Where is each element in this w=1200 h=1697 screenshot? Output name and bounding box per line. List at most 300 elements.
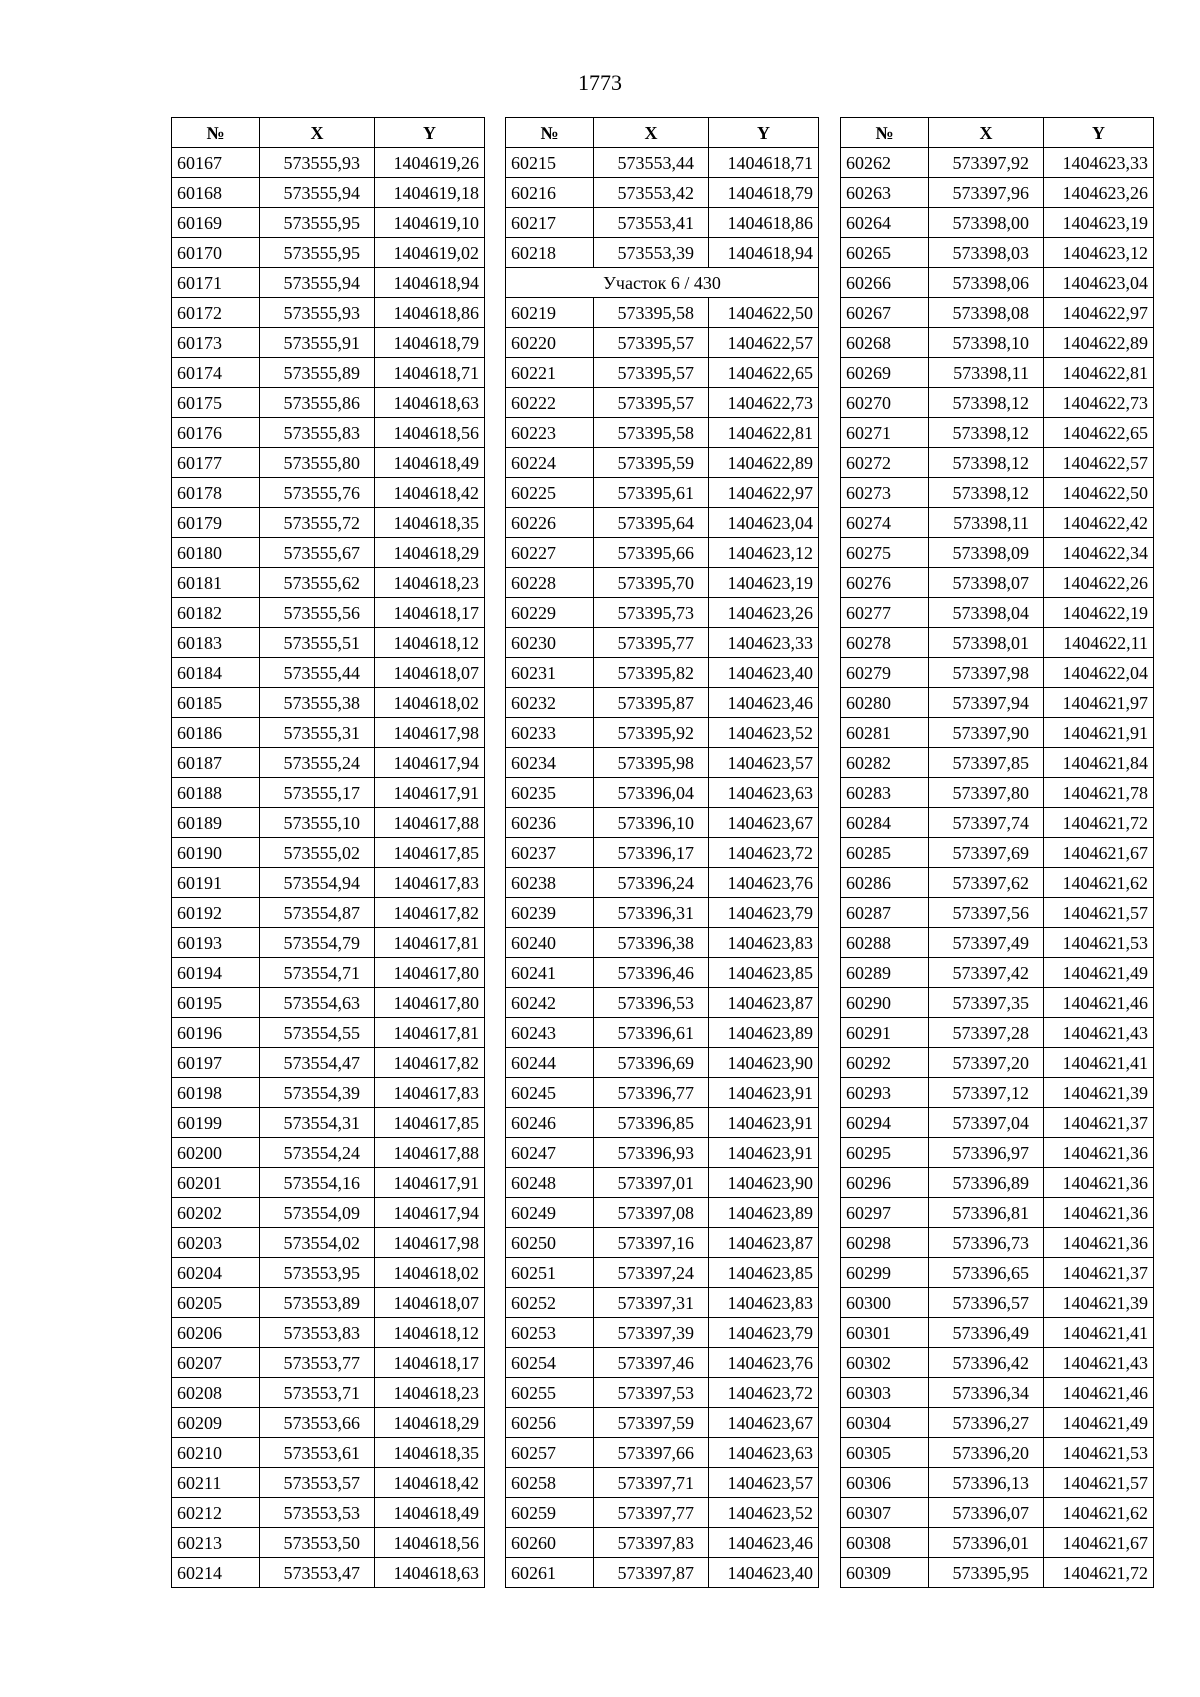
y-coordinate: 1404623,67 xyxy=(709,808,819,838)
point-number: 60255 xyxy=(506,1378,594,1408)
x-coordinate: 573396,31 xyxy=(594,898,709,928)
table-row xyxy=(506,1438,819,1468)
table-row xyxy=(172,178,485,208)
y-coordinate: 1404618,02 xyxy=(375,1258,485,1288)
y-coordinate: 1404623,57 xyxy=(709,748,819,778)
x-coordinate: 573397,59 xyxy=(594,1408,709,1438)
point-number: 60244 xyxy=(506,1048,594,1078)
y-coordinate: 1404618,07 xyxy=(375,1288,485,1318)
y-coordinate: 1404622,34 xyxy=(1044,538,1154,568)
table-row xyxy=(172,388,485,418)
y-coordinate: 1404618,71 xyxy=(375,358,485,388)
y-coordinate: 1404623,63 xyxy=(709,1438,819,1468)
point-number: 60306 xyxy=(841,1468,929,1498)
table-row xyxy=(172,958,485,988)
y-coordinate: 1404621,72 xyxy=(1044,1558,1154,1588)
table-row xyxy=(506,1498,819,1528)
table-row xyxy=(506,388,819,418)
table-row xyxy=(506,148,819,178)
x-coordinate: 573396,85 xyxy=(594,1108,709,1138)
y-coordinate: 1404619,26 xyxy=(375,148,485,178)
y-coordinate: 1404621,36 xyxy=(1044,1198,1154,1228)
y-coordinate: 1404621,46 xyxy=(1044,988,1154,1018)
x-coordinate: 573397,04 xyxy=(929,1108,1044,1138)
y-coordinate: 1404621,43 xyxy=(1044,1348,1154,1378)
point-number: 60278 xyxy=(841,628,929,658)
x-coordinate: 573396,65 xyxy=(929,1258,1044,1288)
table-row xyxy=(841,1558,1154,1588)
point-number: 60293 xyxy=(841,1078,929,1108)
x-coordinate: 573395,59 xyxy=(594,448,709,478)
point-number: 60269 xyxy=(841,358,929,388)
y-coordinate: 1404617,98 xyxy=(375,1228,485,1258)
y-coordinate: 1404622,11 xyxy=(1044,628,1154,658)
table-row xyxy=(506,808,819,838)
point-number: 60256 xyxy=(506,1408,594,1438)
point-number: 60292 xyxy=(841,1048,929,1078)
y-coordinate: 1404623,46 xyxy=(709,1528,819,1558)
y-coordinate: 1404617,81 xyxy=(375,1018,485,1048)
y-coordinate: 1404618,07 xyxy=(375,658,485,688)
point-number: 60188 xyxy=(172,778,260,808)
y-coordinate: 1404617,83 xyxy=(375,1078,485,1108)
y-coordinate: 1404622,89 xyxy=(1044,328,1154,358)
x-coordinate: 573397,77 xyxy=(594,1498,709,1528)
table-row xyxy=(841,1528,1154,1558)
point-number: 60204 xyxy=(172,1258,260,1288)
table-row xyxy=(841,1018,1154,1048)
x-coordinate: 573555,83 xyxy=(260,418,375,448)
y-coordinate: 1404617,80 xyxy=(375,988,485,1018)
y-coordinate: 1404623,90 xyxy=(709,1168,819,1198)
table-row xyxy=(506,1048,819,1078)
y-coordinate: 1404618,35 xyxy=(375,508,485,538)
y-coordinate: 1404621,46 xyxy=(1044,1378,1154,1408)
y-coordinate: 1404623,83 xyxy=(709,1288,819,1318)
table-row xyxy=(172,898,485,928)
point-number: 60203 xyxy=(172,1228,260,1258)
point-number: 60252 xyxy=(506,1288,594,1318)
point-number: 60305 xyxy=(841,1438,929,1468)
y-coordinate: 1404622,50 xyxy=(709,298,819,328)
y-coordinate: 1404623,83 xyxy=(709,928,819,958)
y-coordinate: 1404617,80 xyxy=(375,958,485,988)
y-coordinate: 1404621,62 xyxy=(1044,868,1154,898)
table-row xyxy=(841,628,1154,658)
table-row xyxy=(506,1078,819,1108)
point-number: 60279 xyxy=(841,658,929,688)
x-coordinate: 573395,73 xyxy=(594,598,709,628)
table-row xyxy=(841,1468,1154,1498)
table-row xyxy=(841,748,1154,778)
y-coordinate: 1404621,72 xyxy=(1044,808,1154,838)
x-coordinate: 573396,97 xyxy=(929,1138,1044,1168)
table-row xyxy=(506,208,819,238)
x-coordinate: 573396,04 xyxy=(594,778,709,808)
table-row xyxy=(841,328,1154,358)
x-coordinate: 573396,53 xyxy=(594,988,709,1018)
table-row xyxy=(506,748,819,778)
table-row xyxy=(506,1228,819,1258)
x-coordinate: 573397,56 xyxy=(929,898,1044,928)
header-y: Y xyxy=(375,118,485,148)
table-row xyxy=(172,1318,485,1348)
table-row xyxy=(841,1318,1154,1348)
y-coordinate: 1404618,42 xyxy=(375,478,485,508)
x-coordinate: 573396,42 xyxy=(929,1348,1044,1378)
point-number: 60172 xyxy=(172,298,260,328)
x-coordinate: 573397,01 xyxy=(594,1168,709,1198)
table-row xyxy=(506,1468,819,1498)
point-number: 60257 xyxy=(506,1438,594,1468)
table-row xyxy=(841,838,1154,868)
x-coordinate: 573397,28 xyxy=(929,1018,1044,1048)
y-coordinate: 1404623,04 xyxy=(1044,268,1154,298)
x-coordinate: 573555,95 xyxy=(260,238,375,268)
coordinates-table-1 xyxy=(171,117,485,1588)
table-row xyxy=(172,538,485,568)
point-number: 60268 xyxy=(841,328,929,358)
point-number: 60238 xyxy=(506,868,594,898)
y-coordinate: 1404617,81 xyxy=(375,928,485,958)
point-number: 60267 xyxy=(841,298,929,328)
y-coordinate: 1404623,89 xyxy=(709,1198,819,1228)
x-coordinate: 573396,20 xyxy=(929,1438,1044,1468)
table-row xyxy=(506,868,819,898)
y-coordinate: 1404622,97 xyxy=(709,478,819,508)
y-coordinate: 1404618,86 xyxy=(709,208,819,238)
y-coordinate: 1404617,85 xyxy=(375,1108,485,1138)
table-row xyxy=(841,178,1154,208)
y-coordinate: 1404621,36 xyxy=(1044,1138,1154,1168)
y-coordinate: 1404623,40 xyxy=(709,1558,819,1588)
table-row xyxy=(506,598,819,628)
point-number: 60286 xyxy=(841,868,929,898)
table-row xyxy=(841,508,1154,538)
table-row xyxy=(172,808,485,838)
y-coordinate: 1404621,37 xyxy=(1044,1108,1154,1138)
y-coordinate: 1404623,91 xyxy=(709,1078,819,1108)
table-row xyxy=(841,928,1154,958)
x-coordinate: 573553,71 xyxy=(260,1378,375,1408)
header-x: X xyxy=(929,118,1044,148)
point-number: 60270 xyxy=(841,388,929,418)
y-coordinate: 1404618,56 xyxy=(375,1528,485,1558)
point-number: 60272 xyxy=(841,448,929,478)
table-row xyxy=(841,778,1154,808)
point-number: 60221 xyxy=(506,358,594,388)
x-coordinate: 573398,11 xyxy=(929,358,1044,388)
table-row xyxy=(172,1438,485,1468)
point-number: 60225 xyxy=(506,478,594,508)
table-row xyxy=(172,418,485,448)
table-row xyxy=(172,1048,485,1078)
point-number: 60263 xyxy=(841,178,929,208)
point-number: 60235 xyxy=(506,778,594,808)
x-coordinate: 573395,98 xyxy=(594,748,709,778)
point-number: 60169 xyxy=(172,208,260,238)
point-number: 60291 xyxy=(841,1018,929,1048)
table-row xyxy=(841,1378,1154,1408)
point-number: 60242 xyxy=(506,988,594,1018)
point-number: 60253 xyxy=(506,1318,594,1348)
table-row xyxy=(172,1528,485,1558)
table-row xyxy=(506,1108,819,1138)
point-number: 60294 xyxy=(841,1108,929,1138)
x-coordinate: 573398,11 xyxy=(929,508,1044,538)
point-number: 60177 xyxy=(172,448,260,478)
x-coordinate: 573396,46 xyxy=(594,958,709,988)
point-number: 60214 xyxy=(172,1558,260,1588)
y-coordinate: 1404622,57 xyxy=(1044,448,1154,478)
y-coordinate: 1404623,91 xyxy=(709,1108,819,1138)
x-coordinate: 573555,24 xyxy=(260,748,375,778)
point-number: 60295 xyxy=(841,1138,929,1168)
point-number: 60232 xyxy=(506,688,594,718)
y-coordinate: 1404619,10 xyxy=(375,208,485,238)
point-number: 60174 xyxy=(172,358,260,388)
y-coordinate: 1404623,04 xyxy=(709,508,819,538)
x-coordinate: 573396,38 xyxy=(594,928,709,958)
table-row xyxy=(172,148,485,178)
point-number: 60189 xyxy=(172,808,260,838)
point-number: 60254 xyxy=(506,1348,594,1378)
y-coordinate: 1404618,35 xyxy=(375,1438,485,1468)
point-number: 60181 xyxy=(172,568,260,598)
x-coordinate: 573555,56 xyxy=(260,598,375,628)
x-coordinate: 573397,24 xyxy=(594,1258,709,1288)
point-number: 60226 xyxy=(506,508,594,538)
table-row xyxy=(841,598,1154,628)
point-number: 60271 xyxy=(841,418,929,448)
y-coordinate: 1404618,23 xyxy=(375,568,485,598)
x-coordinate: 573555,86 xyxy=(260,388,375,418)
header-number: № xyxy=(841,118,929,148)
table-row xyxy=(841,268,1154,298)
y-coordinate: 1404623,87 xyxy=(709,1228,819,1258)
point-number: 60233 xyxy=(506,718,594,748)
x-coordinate: 573395,87 xyxy=(594,688,709,718)
x-coordinate: 573555,62 xyxy=(260,568,375,598)
table-row xyxy=(506,1528,819,1558)
point-number: 60264 xyxy=(841,208,929,238)
x-coordinate: 573398,07 xyxy=(929,568,1044,598)
table-row xyxy=(172,1198,485,1228)
x-coordinate: 573396,24 xyxy=(594,868,709,898)
table-row xyxy=(506,568,819,598)
point-number: 60243 xyxy=(506,1018,594,1048)
point-number: 60176 xyxy=(172,418,260,448)
point-number: 60197 xyxy=(172,1048,260,1078)
y-coordinate: 1404621,62 xyxy=(1044,1498,1154,1528)
point-number: 60175 xyxy=(172,388,260,418)
x-coordinate: 573554,94 xyxy=(260,868,375,898)
point-number: 60220 xyxy=(506,328,594,358)
y-coordinate: 1404622,50 xyxy=(1044,478,1154,508)
y-coordinate: 1404623,85 xyxy=(709,958,819,988)
x-coordinate: 573397,80 xyxy=(929,778,1044,808)
y-coordinate: 1404622,89 xyxy=(709,448,819,478)
x-coordinate: 573397,85 xyxy=(929,748,1044,778)
point-number: 60309 xyxy=(841,1558,929,1588)
table-row xyxy=(172,598,485,628)
x-coordinate: 573396,93 xyxy=(594,1138,709,1168)
x-coordinate: 573553,95 xyxy=(260,1258,375,1288)
point-number: 60180 xyxy=(172,538,260,568)
x-coordinate: 573553,83 xyxy=(260,1318,375,1348)
y-coordinate: 1404623,76 xyxy=(709,1348,819,1378)
table-row xyxy=(172,718,485,748)
table-row xyxy=(506,838,819,868)
point-number: 60249 xyxy=(506,1198,594,1228)
x-coordinate: 573395,57 xyxy=(594,358,709,388)
point-number: 60288 xyxy=(841,928,929,958)
x-coordinate: 573396,27 xyxy=(929,1408,1044,1438)
table-row xyxy=(841,658,1154,688)
x-coordinate: 573554,79 xyxy=(260,928,375,958)
y-coordinate: 1404621,41 xyxy=(1044,1318,1154,1348)
point-number: 60245 xyxy=(506,1078,594,1108)
table-row xyxy=(506,1348,819,1378)
point-number: 60213 xyxy=(172,1528,260,1558)
point-number: 60234 xyxy=(506,748,594,778)
point-number: 60200 xyxy=(172,1138,260,1168)
x-coordinate: 573397,46 xyxy=(594,1348,709,1378)
point-number: 60237 xyxy=(506,838,594,868)
point-number: 60209 xyxy=(172,1408,260,1438)
y-coordinate: 1404617,91 xyxy=(375,1168,485,1198)
y-coordinate: 1404622,81 xyxy=(709,418,819,448)
y-coordinate: 1404621,41 xyxy=(1044,1048,1154,1078)
x-coordinate: 573554,39 xyxy=(260,1078,375,1108)
point-number: 60303 xyxy=(841,1378,929,1408)
table-row xyxy=(172,1288,485,1318)
table-row xyxy=(841,988,1154,1018)
point-number: 60273 xyxy=(841,478,929,508)
point-number: 60173 xyxy=(172,328,260,358)
y-coordinate: 1404622,04 xyxy=(1044,658,1154,688)
y-coordinate: 1404618,86 xyxy=(375,298,485,328)
point-number: 60282 xyxy=(841,748,929,778)
point-number: 60218 xyxy=(506,238,594,268)
point-number: 60258 xyxy=(506,1468,594,1498)
x-coordinate: 573395,82 xyxy=(594,658,709,688)
x-coordinate: 573554,87 xyxy=(260,898,375,928)
point-number: 60195 xyxy=(172,988,260,1018)
x-coordinate: 573396,17 xyxy=(594,838,709,868)
x-coordinate: 573553,53 xyxy=(260,1498,375,1528)
point-number: 60219 xyxy=(506,298,594,328)
table-row xyxy=(841,1498,1154,1528)
x-coordinate: 573397,66 xyxy=(594,1438,709,1468)
x-coordinate: 573398,12 xyxy=(929,388,1044,418)
x-coordinate: 573555,94 xyxy=(260,268,375,298)
x-coordinate: 573398,12 xyxy=(929,448,1044,478)
point-number: 60250 xyxy=(506,1228,594,1258)
point-number: 60280 xyxy=(841,688,929,718)
table-row xyxy=(841,1438,1154,1468)
table-row xyxy=(172,1018,485,1048)
table-row xyxy=(172,688,485,718)
table-row xyxy=(841,538,1154,568)
point-number: 60196 xyxy=(172,1018,260,1048)
y-coordinate: 1404617,82 xyxy=(375,1048,485,1078)
x-coordinate: 573554,47 xyxy=(260,1048,375,1078)
point-number: 60299 xyxy=(841,1258,929,1288)
y-coordinate: 1404618,29 xyxy=(375,538,485,568)
y-coordinate: 1404623,89 xyxy=(709,1018,819,1048)
table-row xyxy=(172,268,485,298)
x-coordinate: 573398,12 xyxy=(929,418,1044,448)
table-row xyxy=(506,1018,819,1048)
x-coordinate: 573555,17 xyxy=(260,778,375,808)
table-row xyxy=(841,208,1154,238)
x-coordinate: 573553,41 xyxy=(594,208,709,238)
x-coordinate: 573554,71 xyxy=(260,958,375,988)
y-coordinate: 1404621,67 xyxy=(1044,1528,1154,1558)
table-row xyxy=(172,748,485,778)
x-coordinate: 573555,94 xyxy=(260,178,375,208)
x-coordinate: 573396,77 xyxy=(594,1078,709,1108)
table-row xyxy=(841,418,1154,448)
y-coordinate: 1404623,19 xyxy=(709,568,819,598)
y-coordinate: 1404623,33 xyxy=(1044,148,1154,178)
point-number: 60223 xyxy=(506,418,594,448)
x-coordinate: 573555,93 xyxy=(260,298,375,328)
header-number: № xyxy=(506,118,594,148)
table-row xyxy=(506,358,819,388)
table-row xyxy=(841,1288,1154,1318)
x-coordinate: 573397,71 xyxy=(594,1468,709,1498)
table-row xyxy=(506,1378,819,1408)
table-row xyxy=(506,658,819,688)
x-coordinate: 573397,12 xyxy=(929,1078,1044,1108)
y-coordinate: 1404621,91 xyxy=(1044,718,1154,748)
x-coordinate: 573397,53 xyxy=(594,1378,709,1408)
table-row xyxy=(172,988,485,1018)
header-x: X xyxy=(260,118,375,148)
y-coordinate: 1404623,90 xyxy=(709,1048,819,1078)
x-coordinate: 573553,42 xyxy=(594,178,709,208)
y-coordinate: 1404622,65 xyxy=(1044,418,1154,448)
table-row xyxy=(172,478,485,508)
x-coordinate: 573555,93 xyxy=(260,148,375,178)
table-row xyxy=(172,1468,485,1498)
x-coordinate: 573553,47 xyxy=(260,1558,375,1588)
table-row xyxy=(172,628,485,658)
table-row xyxy=(841,718,1154,748)
table-row xyxy=(841,388,1154,418)
x-coordinate: 573398,06 xyxy=(929,268,1044,298)
x-coordinate: 573554,09 xyxy=(260,1198,375,1228)
y-coordinate: 1404623,40 xyxy=(709,658,819,688)
point-number: 60228 xyxy=(506,568,594,598)
y-coordinate: 1404617,94 xyxy=(375,748,485,778)
x-coordinate: 573395,66 xyxy=(594,538,709,568)
x-coordinate: 573397,87 xyxy=(594,1558,709,1588)
table-row xyxy=(841,1228,1154,1258)
x-coordinate: 573555,02 xyxy=(260,838,375,868)
x-coordinate: 573398,01 xyxy=(929,628,1044,658)
y-coordinate: 1404621,78 xyxy=(1044,778,1154,808)
y-coordinate: 1404618,02 xyxy=(375,688,485,718)
section-row xyxy=(506,268,819,298)
x-coordinate: 573555,72 xyxy=(260,508,375,538)
x-coordinate: 573554,02 xyxy=(260,1228,375,1258)
x-coordinate: 573395,70 xyxy=(594,568,709,598)
y-coordinate: 1404619,02 xyxy=(375,238,485,268)
table-row xyxy=(506,418,819,448)
